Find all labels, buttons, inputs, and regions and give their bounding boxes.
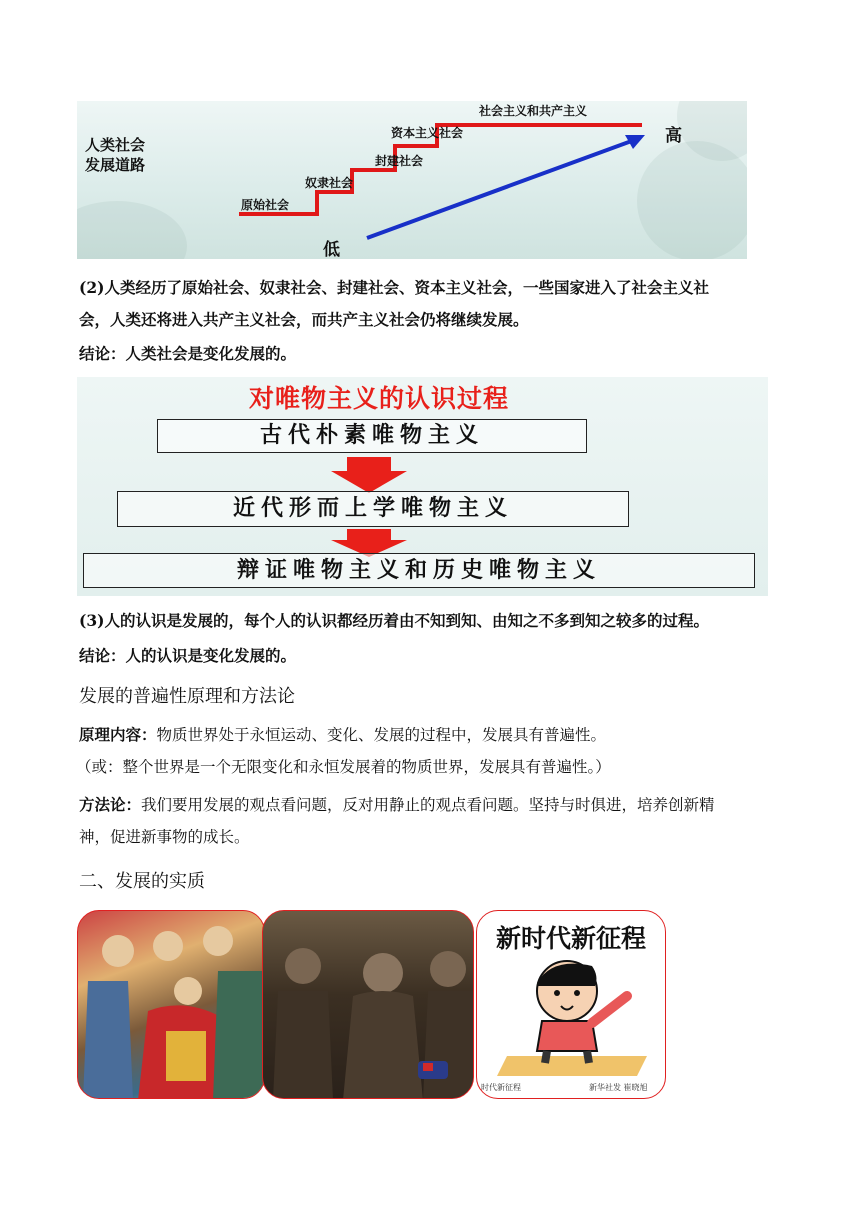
paragraph-2-line1: (2)人类经历了原始社会、奴隶社会、封建社会、资本主义社会，一些国家进入了社会主义社 (79, 278, 709, 297)
methodology-line2: 神，促进新事物的成长。 (79, 828, 250, 846)
paragraph-2-line2: 会，人类还将进入共产主义社会，而共产主义社会仍将继续发展。 (79, 310, 529, 329)
principle-text: 物质世界处于永恒运动、变化、发展的过程中，发展具有普遍性。 (156, 726, 607, 744)
conclusion-society: 结论：人类社会是变化发展的。 (79, 344, 297, 363)
new-era-cartoon-photo (476, 910, 666, 1099)
founding-ceremony-graphic (263, 911, 474, 1099)
new-era-title: 新时代新征程 (495, 924, 646, 953)
principle-alt: （或：整个世界是一个无限变化和永恒发展着的物质世界，发展具有普遍性。） (76, 758, 611, 776)
figure1-title: 人类社会 发展道路 (85, 136, 146, 174)
stage-feudal: 封建社会 (375, 154, 424, 168)
materialism-process-figure (77, 377, 768, 596)
high-label: 高 (665, 126, 682, 146)
heading-universality-principle: 发展的普遍性原理和方法论 (79, 686, 295, 707)
cartoon-caption-left: 时代新征程 (481, 1083, 521, 1092)
stage-slave: 奴隶社会 (305, 176, 354, 190)
box-ancient-materialism: 古代朴素唯物主义 (157, 419, 587, 453)
methodology-text: 我们要用发展的观点看问题，反对用静止的观点看问题。坚持与时俱进，培养创新精 (141, 796, 715, 814)
stage-primitive: 原始社会 (241, 198, 290, 212)
low-label: 低 (323, 240, 340, 259)
principle-content (79, 719, 789, 751)
box-modern-metaphysical-materialism: 近代形而上学唯物主义 (117, 491, 629, 527)
human-society-staircase-figure (77, 101, 747, 259)
paragraph-3-line1: (3)人的认识是发展的，每个人的认识都经历着由不知到知、由知之不多到知之较多的过程。 (79, 611, 709, 630)
methodology-label: 方法论： (79, 795, 142, 814)
qing-dynasty-illustration-photo (77, 910, 265, 1099)
cartoon-boy-graphic (477, 951, 666, 1081)
stage-capitalist: 资本主义社会 (391, 126, 464, 140)
stage-socialist-communist: 社会主义和共产主义 (479, 104, 588, 118)
qing-illustration-graphic (78, 911, 265, 1099)
figure2-title: 对唯物主义的认识过程 (248, 384, 509, 413)
cartoon-caption-right: 新华社发 崔晓旭 (589, 1083, 648, 1092)
founding-ceremony-photo (262, 910, 474, 1099)
down-arrow-1 (329, 457, 409, 493)
conclusion-cognition: 结论：人的认识是变化发展的。 (79, 646, 297, 665)
heading-essence-of-development: 二、发展的实质 (79, 871, 205, 892)
principle-label: 原理内容： (79, 725, 157, 744)
methodology-line1 (79, 789, 789, 821)
box-dialectical-historical-materialism: 辩证唯物主义和历史唯物主义 (83, 553, 755, 588)
